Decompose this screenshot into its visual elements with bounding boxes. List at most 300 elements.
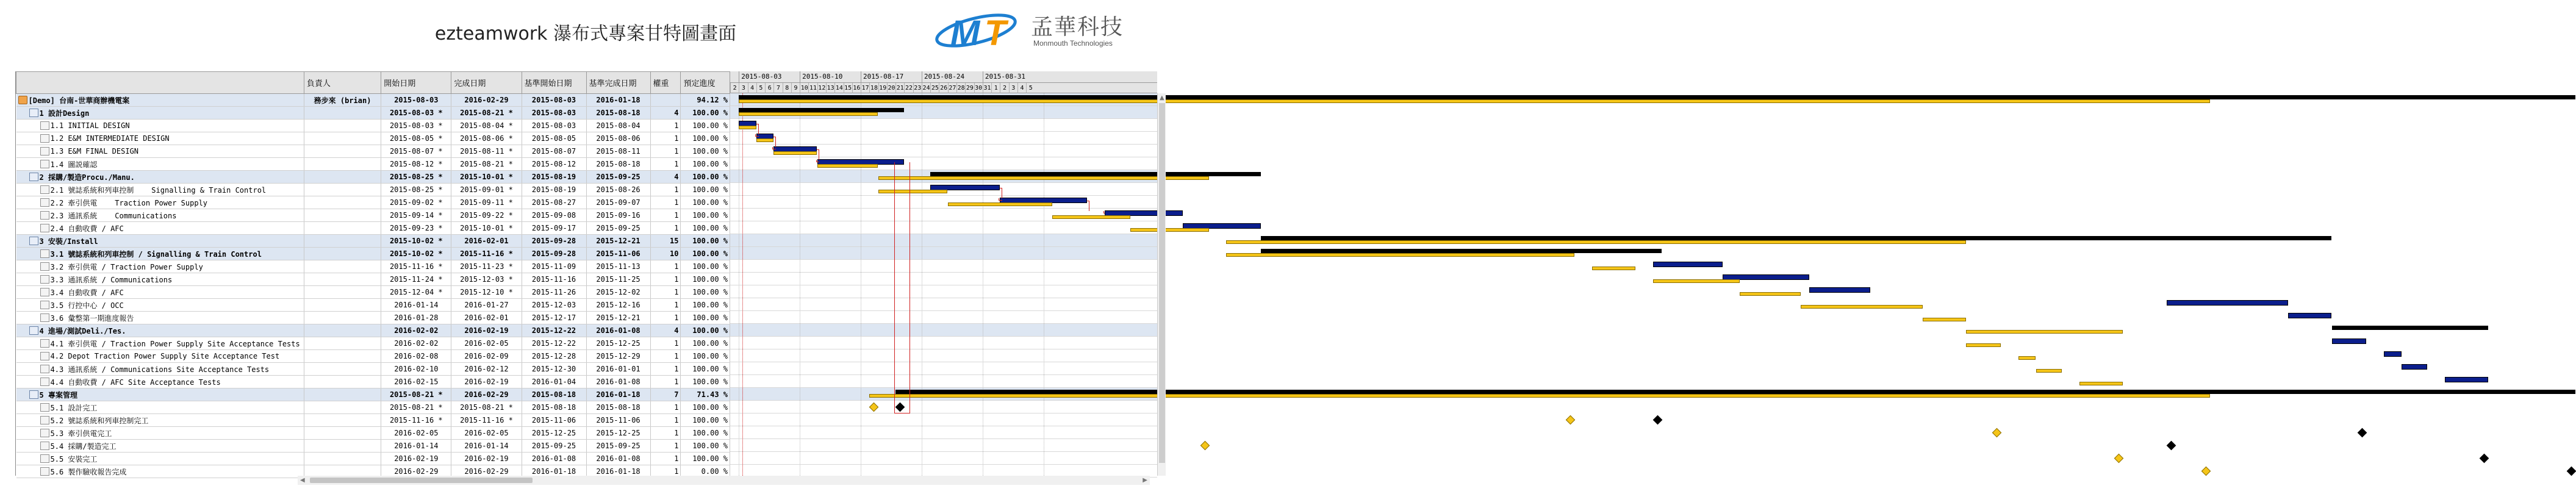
task-name-cell[interactable] (16, 235, 304, 248)
task-base-start-cell[interactable]: 2015-08-27 (522, 196, 586, 209)
task-icon[interactable] (40, 467, 49, 476)
task-base-finish-cell[interactable]: 2015-12-02 (586, 286, 650, 299)
task-weight-cell[interactable]: 1 (650, 401, 681, 414)
column-header-baseline-start[interactable]: 基準開始日期 (522, 72, 586, 94)
table-row[interactable] (16, 350, 730, 363)
task-name-cell[interactable] (16, 299, 304, 312)
task-owner-cell[interactable] (304, 414, 381, 427)
task-base-start-cell[interactable]: 2015-09-17 (522, 222, 586, 235)
vertical-scrollbar[interactable] (1157, 93, 1166, 476)
baseline-bar[interactable] (948, 202, 1052, 206)
task-progress-cell[interactable]: 71.43 % (681, 388, 730, 401)
column-header-finish[interactable]: 完成日期 (451, 72, 522, 94)
task-finish-cell[interactable]: 2016-02-29 (451, 388, 522, 401)
task-base-start-cell[interactable]: 2015-12-03 (522, 299, 586, 312)
task-weight-cell[interactable]: 1 (650, 363, 681, 376)
task-start-cell[interactable]: 2015-10-02 * (381, 235, 451, 248)
task-base-finish-cell[interactable]: 2015-09-25 (586, 171, 650, 184)
scroll-left-icon[interactable]: ◀ (300, 477, 305, 484)
task-name-cell[interactable] (16, 120, 304, 132)
task-weight-cell[interactable]: 1 (650, 286, 681, 299)
task-start-cell[interactable]: 2015-08-12 * (381, 158, 451, 171)
task-name-cell[interactable] (16, 184, 304, 196)
task-owner-cell[interactable] (304, 184, 381, 196)
task-weight-cell[interactable]: 1 (650, 350, 681, 363)
task-start-cell[interactable]: 2015-11-24 * (381, 273, 451, 286)
task-progress-cell[interactable]: 100.00 % (681, 132, 730, 145)
baseline-bar[interactable] (2036, 369, 2062, 373)
task-base-start-cell[interactable]: 2015-12-22 (522, 324, 586, 337)
summary-task-icon[interactable] (29, 173, 38, 181)
task-owner-cell[interactable] (304, 196, 381, 209)
task-base-finish-cell[interactable]: 2015-12-29 (586, 350, 650, 363)
task-base-finish-cell[interactable]: 2015-08-18 (586, 107, 650, 120)
baseline-milestone-icon[interactable] (2201, 467, 2211, 476)
task-start-cell[interactable]: 2016-02-08 (381, 350, 451, 363)
task-name-cell[interactable] (16, 286, 304, 299)
task-base-start-cell[interactable]: 2015-12-28 (522, 350, 586, 363)
task-start-cell[interactable]: 2015-11-16 * (381, 414, 451, 427)
task-finish-cell[interactable]: 2015-10-01 * (451, 171, 522, 184)
summary-bar[interactable] (1261, 249, 1662, 253)
task-weight-cell[interactable]: 1 (650, 158, 681, 171)
task-owner-cell[interactable] (304, 376, 381, 388)
task-weight-cell[interactable]: 1 (650, 260, 681, 273)
task-bar[interactable] (2332, 338, 2366, 344)
dependency-link[interactable] (772, 147, 776, 149)
task-base-start-cell[interactable]: 2015-09-28 (522, 248, 586, 260)
task-start-cell[interactable]: 2015-08-21 * (381, 388, 451, 401)
task-name-cell[interactable] (16, 350, 304, 363)
task-owner-cell[interactable] (304, 235, 381, 248)
task-name-cell[interactable] (16, 248, 304, 260)
task-start-cell[interactable]: 2016-02-02 (381, 324, 451, 337)
task-start-cell[interactable]: 2016-02-19 (381, 453, 451, 465)
actual-milestone-icon[interactable] (2567, 467, 2576, 476)
task-weight-cell[interactable]: 1 (650, 414, 681, 427)
dependency-link[interactable] (756, 124, 759, 134)
dependency-link[interactable] (999, 198, 1002, 201)
table-row[interactable] (16, 260, 730, 273)
table-row[interactable] (16, 120, 730, 132)
task-base-start-cell[interactable]: 2015-08-03 (522, 120, 586, 132)
task-finish-cell[interactable]: 2015-12-03 * (451, 273, 522, 286)
task-name-cell[interactable] (16, 376, 304, 388)
table-row[interactable] (16, 376, 730, 388)
task-name-cell[interactable] (16, 209, 304, 222)
baseline-bar[interactable] (773, 151, 817, 155)
task-weight-cell[interactable]: 7 (650, 388, 681, 401)
dependency-link[interactable] (1087, 201, 1089, 211)
table-row[interactable] (16, 337, 730, 350)
task-base-finish-cell[interactable]: 2016-01-18 (586, 465, 650, 478)
summary-bar[interactable] (895, 390, 2575, 394)
task-icon[interactable] (40, 224, 49, 232)
task-name-cell[interactable] (16, 453, 304, 465)
task-owner-cell[interactable] (304, 286, 381, 299)
task-progress-cell[interactable]: 100.00 % (681, 184, 730, 196)
task-start-cell[interactable]: 2015-08-03 * (381, 120, 451, 132)
task-progress-cell[interactable]: 100.00 % (681, 427, 730, 440)
vertical-scroll-thumb[interactable] (1159, 103, 1165, 463)
task-finish-cell[interactable]: 2015-10-01 * (451, 222, 522, 235)
task-owner-cell[interactable] (304, 427, 381, 440)
task-finish-cell[interactable]: 2016-02-19 (451, 376, 522, 388)
task-name-cell[interactable] (16, 273, 304, 286)
task-finish-cell[interactable]: 2015-12-10 * (451, 286, 522, 299)
table-row[interactable] (16, 440, 730, 453)
task-owner-cell[interactable] (304, 337, 381, 350)
task-progress-cell[interactable]: 100.00 % (681, 209, 730, 222)
actual-milestone-icon[interactable] (2167, 441, 2176, 451)
table-row[interactable] (16, 248, 730, 260)
task-bar[interactable] (2167, 300, 2288, 306)
dependency-link[interactable] (755, 134, 759, 137)
task-base-finish-cell[interactable]: 2016-01-18 (586, 94, 650, 107)
baseline-bar[interactable] (756, 138, 773, 142)
task-base-start-cell[interactable]: 2015-09-25 (522, 440, 586, 453)
task-progress-cell[interactable]: 100.00 % (681, 350, 730, 363)
task-base-start-cell[interactable]: 2016-01-08 (522, 453, 586, 465)
task-owner-cell[interactable] (304, 388, 381, 401)
task-base-finish-cell[interactable]: 2015-09-07 (586, 196, 650, 209)
task-owner-cell[interactable] (304, 107, 381, 120)
task-name-cell[interactable] (16, 132, 304, 145)
actual-milestone-icon[interactable] (2358, 428, 2367, 438)
task-base-start-cell[interactable]: 2015-12-30 (522, 363, 586, 376)
task-icon[interactable] (40, 301, 49, 309)
baseline-bar[interactable] (1052, 215, 1130, 219)
task-base-finish-cell[interactable]: 2015-11-13 (586, 260, 650, 273)
baseline-bar[interactable] (739, 112, 878, 116)
table-row[interactable] (16, 401, 730, 414)
task-name-cell[interactable] (16, 94, 304, 107)
summary-bar[interactable] (930, 172, 1261, 176)
task-start-cell[interactable]: 2015-12-04 * (381, 286, 451, 299)
task-icon[interactable] (40, 403, 49, 412)
task-finish-cell[interactable]: 2015-09-22 * (451, 209, 522, 222)
task-icon[interactable] (40, 352, 49, 360)
task-icon[interactable] (40, 160, 49, 168)
task-icon[interactable] (40, 454, 49, 463)
task-progress-cell[interactable]: 100.00 % (681, 299, 730, 312)
task-base-start-cell[interactable]: 2015-12-17 (522, 312, 586, 324)
task-weight-cell[interactable]: 1 (650, 222, 681, 235)
task-finish-cell[interactable]: 2015-08-11 * (451, 145, 522, 158)
column-header-baseline-finish[interactable]: 基準完成日期 (586, 72, 650, 94)
task-icon[interactable] (40, 249, 49, 258)
task-progress-cell[interactable]: 100.00 % (681, 376, 730, 388)
task-weight-cell[interactable]: 1 (650, 465, 681, 478)
dependency-link[interactable] (817, 149, 819, 160)
task-icon[interactable] (40, 288, 49, 296)
task-base-start-cell[interactable]: 2015-08-18 (522, 401, 586, 414)
task-name-cell[interactable] (16, 171, 304, 184)
task-icon[interactable] (40, 429, 49, 437)
task-progress-cell[interactable]: 100.00 % (681, 363, 730, 376)
task-start-cell[interactable]: 2015-10-02 * (381, 248, 451, 260)
task-name-cell[interactable] (16, 337, 304, 350)
table-row[interactable] (16, 414, 730, 427)
task-owner-cell[interactable] (304, 299, 381, 312)
task-weight-cell[interactable]: 1 (650, 184, 681, 196)
baseline-bar[interactable] (1226, 253, 1574, 257)
task-base-start-cell[interactable]: 2015-08-03 (522, 107, 586, 120)
task-bar[interactable] (1653, 262, 1723, 267)
baseline-bar[interactable] (1592, 267, 1635, 270)
task-finish-cell[interactable]: 2015-08-21 * (451, 107, 522, 120)
table-row[interactable] (16, 388, 730, 401)
task-start-cell[interactable]: 2015-08-05 * (381, 132, 451, 145)
task-finish-cell[interactable]: 2016-02-12 (451, 363, 522, 376)
column-header-weight[interactable]: 權重 (650, 72, 681, 94)
task-weight-cell[interactable]: 4 (650, 324, 681, 337)
summary-task-icon[interactable] (29, 237, 38, 245)
baseline-bar[interactable] (817, 164, 878, 168)
task-base-start-cell[interactable]: 2015-11-16 (522, 273, 586, 286)
scroll-up-icon[interactable]: ▲ (1160, 95, 1164, 101)
table-row[interactable] (16, 324, 730, 337)
task-start-cell[interactable]: 2015-08-07 * (381, 145, 451, 158)
task-base-finish-cell[interactable]: 2015-09-16 (586, 209, 650, 222)
task-finish-cell[interactable]: 2016-02-05 (451, 427, 522, 440)
baseline-bar[interactable] (739, 126, 756, 129)
baseline-bar[interactable] (1966, 343, 2001, 347)
dependency-link[interactable] (1000, 188, 1002, 198)
task-finish-cell[interactable]: 2015-08-06 * (451, 132, 522, 145)
baseline-bar[interactable] (2018, 356, 2036, 360)
table-row[interactable] (16, 363, 730, 376)
baseline-bar[interactable] (2079, 382, 2123, 385)
task-progress-cell[interactable]: 100.00 % (681, 440, 730, 453)
task-base-start-cell[interactable]: 2015-08-18 (522, 388, 586, 401)
baseline-milestone-icon[interactable] (2114, 454, 2124, 464)
task-progress-cell[interactable]: 100.00 % (681, 145, 730, 158)
task-name-cell[interactable] (16, 465, 304, 478)
task-base-finish-cell[interactable]: 2015-11-06 (586, 414, 650, 427)
task-owner-cell[interactable] (304, 120, 381, 132)
task-finish-cell[interactable]: 2016-02-01 (451, 312, 522, 324)
task-start-cell[interactable]: 2015-08-25 * (381, 184, 451, 196)
task-base-start-cell[interactable]: 2016-01-04 (522, 376, 586, 388)
dependency-link[interactable] (1103, 211, 1105, 213)
summary-task-icon[interactable] (29, 109, 38, 117)
column-header-progress[interactable]: 預定進度 (681, 72, 730, 94)
task-weight-cell[interactable]: 1 (650, 337, 681, 350)
task-icon[interactable] (40, 134, 49, 143)
table-row[interactable] (16, 171, 730, 184)
table-row[interactable] (16, 427, 730, 440)
task-base-finish-cell[interactable]: 2015-11-25 (586, 273, 650, 286)
task-name-cell[interactable] (16, 414, 304, 427)
task-base-start-cell[interactable]: 2015-08-05 (522, 132, 586, 145)
task-base-finish-cell[interactable]: 2016-01-08 (586, 324, 650, 337)
task-owner-cell[interactable] (304, 440, 381, 453)
table-row[interactable] (16, 235, 730, 248)
task-base-finish-cell[interactable]: 2015-12-25 (586, 427, 650, 440)
task-finish-cell[interactable]: 2016-02-01 (451, 235, 522, 248)
task-name-cell[interactable] (16, 312, 304, 324)
task-base-finish-cell[interactable]: 2015-11-06 (586, 248, 650, 260)
task-icon[interactable] (40, 275, 49, 284)
task-progress-cell[interactable]: 94.12 % (681, 94, 730, 107)
summary-bar[interactable] (1261, 236, 2331, 240)
task-base-finish-cell[interactable]: 2016-01-01 (586, 363, 650, 376)
task-finish-cell[interactable]: 2016-01-14 (451, 440, 522, 453)
task-finish-cell[interactable]: 2016-02-09 (451, 350, 522, 363)
task-weight-cell[interactable]: 1 (650, 120, 681, 132)
table-row[interactable] (16, 132, 730, 145)
task-name-cell[interactable] (16, 401, 304, 414)
task-base-finish-cell[interactable]: 2015-08-18 (586, 401, 650, 414)
dependency-link[interactable] (773, 137, 776, 147)
task-icon[interactable] (40, 442, 49, 450)
task-icon[interactable] (40, 365, 49, 373)
table-row[interactable] (16, 196, 730, 209)
table-row[interactable] (16, 158, 730, 171)
task-bar[interactable] (2288, 313, 2331, 318)
task-owner-cell[interactable] (304, 158, 381, 171)
baseline-bar[interactable] (878, 190, 947, 193)
task-icon[interactable] (40, 198, 49, 207)
task-start-cell[interactable]: 2015-09-02 * (381, 196, 451, 209)
table-row[interactable] (16, 94, 730, 107)
baseline-milestone-icon[interactable] (1566, 415, 1576, 425)
baseline-bar[interactable] (739, 99, 2210, 103)
task-base-start-cell[interactable]: 2015-12-22 (522, 337, 586, 350)
task-name-cell[interactable] (16, 440, 304, 453)
task-weight-cell[interactable]: 1 (650, 440, 681, 453)
task-start-cell[interactable]: 2015-11-16 * (381, 260, 451, 273)
table-row[interactable] (16, 273, 730, 286)
task-name-cell[interactable] (16, 196, 304, 209)
summary-bar[interactable] (739, 108, 904, 112)
task-progress-cell[interactable]: 100.00 % (681, 414, 730, 427)
task-owner-cell[interactable] (304, 222, 381, 235)
table-row[interactable] (16, 453, 730, 465)
task-start-cell[interactable]: 2015-08-21 * (381, 401, 451, 414)
task-start-cell[interactable]: 2015-09-14 * (381, 209, 451, 222)
table-row[interactable] (16, 299, 730, 312)
task-finish-cell[interactable]: 2016-01-27 (451, 299, 522, 312)
task-bar[interactable] (2384, 351, 2402, 357)
task-base-start-cell[interactable]: 2015-11-26 (522, 286, 586, 299)
task-start-cell[interactable]: 2016-02-15 (381, 376, 451, 388)
task-base-start-cell[interactable]: 2015-11-09 (522, 260, 586, 273)
gantt-chart-area[interactable] (730, 93, 1157, 476)
dependency-link[interactable] (894, 162, 910, 413)
task-start-cell[interactable]: 2016-02-02 (381, 337, 451, 350)
task-weight-cell[interactable] (650, 94, 681, 107)
actual-milestone-icon[interactable] (1653, 415, 1663, 425)
task-finish-cell[interactable]: 2015-11-16 * (451, 414, 522, 427)
table-row[interactable] (16, 184, 730, 196)
task-name-cell[interactable] (16, 324, 304, 337)
task-progress-cell[interactable]: 100.00 % (681, 235, 730, 248)
task-base-finish-cell[interactable]: 2015-08-06 (586, 132, 650, 145)
column-header-start[interactable]: 開始日期 (381, 72, 451, 94)
task-finish-cell[interactable]: 2016-02-19 (451, 324, 522, 337)
summary-task-icon[interactable] (29, 390, 38, 399)
task-base-finish-cell[interactable]: 2015-12-16 (586, 299, 650, 312)
task-name-cell[interactable] (16, 427, 304, 440)
column-header-owner[interactable]: 負責人 (304, 72, 381, 94)
task-start-cell[interactable]: 2016-01-14 (381, 299, 451, 312)
task-icon[interactable] (40, 339, 49, 348)
task-weight-cell[interactable]: 1 (650, 312, 681, 324)
task-owner-cell[interactable] (304, 401, 381, 414)
task-icon[interactable] (40, 185, 49, 194)
task-base-start-cell[interactable]: 2015-08-19 (522, 184, 586, 196)
task-finish-cell[interactable]: 2015-09-11 * (451, 196, 522, 209)
task-progress-cell[interactable]: 100.00 % (681, 324, 730, 337)
task-icon[interactable] (40, 147, 49, 156)
task-start-cell[interactable]: 2015-08-25 * (381, 171, 451, 184)
task-start-cell[interactable]: 2016-01-28 (381, 312, 451, 324)
task-owner-cell[interactable] (304, 132, 381, 145)
task-base-start-cell[interactable]: 2015-08-12 (522, 158, 586, 171)
horizontal-scrollbar[interactable] (298, 476, 1150, 485)
task-progress-cell[interactable]: 100.00 % (681, 248, 730, 260)
task-owner-cell[interactable] (304, 171, 381, 184)
task-weight-cell[interactable]: 1 (650, 376, 681, 388)
task-start-cell[interactable]: 2016-02-10 (381, 363, 451, 376)
task-owner-cell[interactable] (304, 312, 381, 324)
project-icon[interactable] (18, 96, 27, 104)
task-icon[interactable] (40, 313, 49, 322)
task-base-finish-cell[interactable]: 2015-12-25 (586, 337, 650, 350)
task-base-finish-cell[interactable]: 2015-08-18 (586, 158, 650, 171)
task-base-finish-cell[interactable]: 2015-09-25 (586, 222, 650, 235)
table-row[interactable] (16, 209, 730, 222)
task-base-start-cell[interactable]: 2015-08-19 (522, 171, 586, 184)
summary-bar[interactable] (2332, 326, 2488, 330)
task-progress-cell[interactable]: 100.00 % (681, 401, 730, 414)
task-name-cell[interactable] (16, 388, 304, 401)
task-weight-cell[interactable]: 1 (650, 145, 681, 158)
table-row[interactable] (16, 145, 730, 158)
task-owner-cell[interactable] (304, 324, 381, 337)
task-owner-cell[interactable] (304, 363, 381, 376)
horizontal-scroll-thumb[interactable] (310, 478, 533, 483)
task-progress-cell[interactable]: 100.00 % (681, 158, 730, 171)
task-icon[interactable] (40, 378, 49, 386)
task-bar[interactable] (2445, 377, 2488, 382)
task-start-cell[interactable]: 2015-09-23 * (381, 222, 451, 235)
task-owner-cell[interactable] (304, 453, 381, 465)
task-progress-cell[interactable]: 100.00 % (681, 286, 730, 299)
task-base-finish-cell[interactable]: 2016-01-08 (586, 376, 650, 388)
task-weight-cell[interactable]: 1 (650, 209, 681, 222)
task-base-finish-cell[interactable]: 2016-01-08 (586, 453, 650, 465)
task-icon[interactable] (40, 416, 49, 424)
task-base-finish-cell[interactable]: 2015-09-25 (586, 440, 650, 453)
task-icon[interactable] (40, 211, 49, 220)
baseline-bar[interactable] (1653, 279, 1740, 283)
task-bar[interactable] (2402, 364, 2427, 370)
task-progress-cell[interactable]: 100.00 % (681, 312, 730, 324)
task-owner-cell[interactable] (304, 248, 381, 260)
table-row[interactable] (16, 312, 730, 324)
task-base-finish-cell[interactable]: 2016-01-18 (586, 388, 650, 401)
table-row[interactable] (16, 222, 730, 235)
task-start-cell[interactable]: 2016-02-05 (381, 427, 451, 440)
task-finish-cell[interactable]: 2015-09-01 * (451, 184, 522, 196)
task-weight-cell[interactable]: 1 (650, 273, 681, 286)
task-progress-cell[interactable]: 100.00 % (681, 273, 730, 286)
task-weight-cell[interactable]: 10 (650, 248, 681, 260)
task-base-finish-cell[interactable]: 2015-12-21 (586, 312, 650, 324)
